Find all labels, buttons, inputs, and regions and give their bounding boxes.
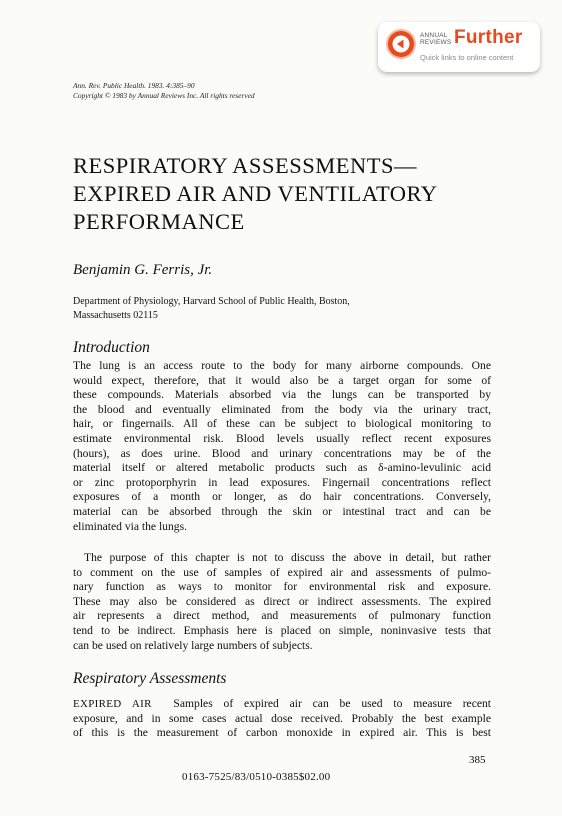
- annual-reviews-further-link[interactable]: [378, 22, 540, 72]
- text-line: The purpose of this chapter is not to discuss the above in detail, but rather: [84, 551, 491, 564]
- text-line: the blood and eventually eliminated from the body via the urinary tract,: [73, 402, 491, 416]
- text-line: material can be absorbed through the skin or intestinal tract and can be: [73, 504, 491, 518]
- section-heading-respiratory-assessments: Respiratory Assessments: [73, 670, 227, 687]
- text-line: these compounds. Materials absorbed via the lungs can be transported by: [73, 388, 491, 402]
- text-line: or zinc protoporphyrin in lead exposures. Fingernail concentrations reflect: [73, 475, 491, 489]
- badge-further-label: Further: [454, 27, 523, 48]
- text-line: (hours), as does urine. Blood and urinary concentrations may be of the: [73, 446, 491, 460]
- citation-line-1: Ann. Rev. Public Health. 1983. 4:385–90: [73, 81, 195, 90]
- text-line: These may also be considered as direct or indirect assessments. The expired: [73, 594, 491, 608]
- text-fragment: Samples of expired air can be used to measure recent: [173, 697, 492, 710]
- play-back-icon: [388, 31, 414, 57]
- text-line: estimate environmental risk. Blood levels usually reflect recent exposures: [73, 431, 491, 445]
- author-affiliation: [73, 295, 350, 322]
- section-heading-introduction: Introduction: [73, 339, 150, 356]
- journal-citation: [73, 81, 255, 100]
- text-line: hair, or fingernails. All of these can be subject to biological monitoring to: [73, 417, 491, 431]
- badge-annual-label: ANNUAL: [420, 32, 448, 39]
- text-line: air represents a direct method, and measurements of pulmonary function: [73, 609, 491, 623]
- intro-paragraph-1: [73, 359, 491, 534]
- article-title: [73, 152, 503, 236]
- text-line: exposures of a month or longer, as do hair concentrations. Conversely,: [73, 490, 491, 504]
- text-line: can be used on relatively large numbers of subjects.: [73, 638, 313, 652]
- author-name: Benjamin G. Ferris, Jr.: [73, 262, 213, 278]
- badge-subtitle: Quick links to online content: [420, 53, 514, 62]
- text-line: would expect, therefore, that it would also be a target organ for some of: [73, 373, 491, 387]
- text-line: material itself or altered metabolic products such as δ-amino-levulinic acid: [73, 461, 491, 475]
- page-number: 385: [469, 754, 486, 766]
- expired-air-paragraph: [73, 697, 491, 741]
- affiliation-line-2: Massachusetts 02115: [73, 309, 158, 321]
- title-line-2: EXPIRED AIR AND VENTILATORY: [73, 181, 438, 206]
- affiliation-line-1: Department of Physiology, Harvard School of Public Health, Boston,: [73, 296, 350, 307]
- text-line: nary function as ways to monitor for environmental risk and exposure.: [73, 580, 491, 594]
- text-line: eliminated via the lungs.: [73, 519, 187, 533]
- title-line-1: RESPIRATORY ASSESSMENTS—: [73, 153, 417, 178]
- run-in-heading: EXPIRED AIR: [73, 698, 152, 710]
- citation-line-2: Copyright © 1983 by Annual Reviews Inc. All rights reserved: [73, 90, 255, 100]
- intro-paragraph-2: [73, 551, 491, 653]
- footer-code: 0163-7525/83/0510-0385$02.00: [182, 771, 331, 783]
- text-line: to comment on the use of samples of expired air and assessments of pulmo-: [73, 565, 491, 579]
- text-line: tend to be indirect. Emphasis here is placed on simple, noninvasive tests that: [73, 623, 491, 637]
- text-line: [73, 697, 491, 712]
- badge-reviews-label: REVIEWS: [420, 39, 452, 46]
- text-line: of this is the measurement of carbon monoxide in expired air. This is best: [73, 726, 491, 740]
- text-line: The lung is an access route to the body for many airborne compounds. One: [73, 359, 491, 372]
- text-line: exposure, and in some cases actual dose received. Probably the best example: [73, 711, 491, 725]
- title-line-3: PERFORMANCE: [73, 209, 245, 234]
